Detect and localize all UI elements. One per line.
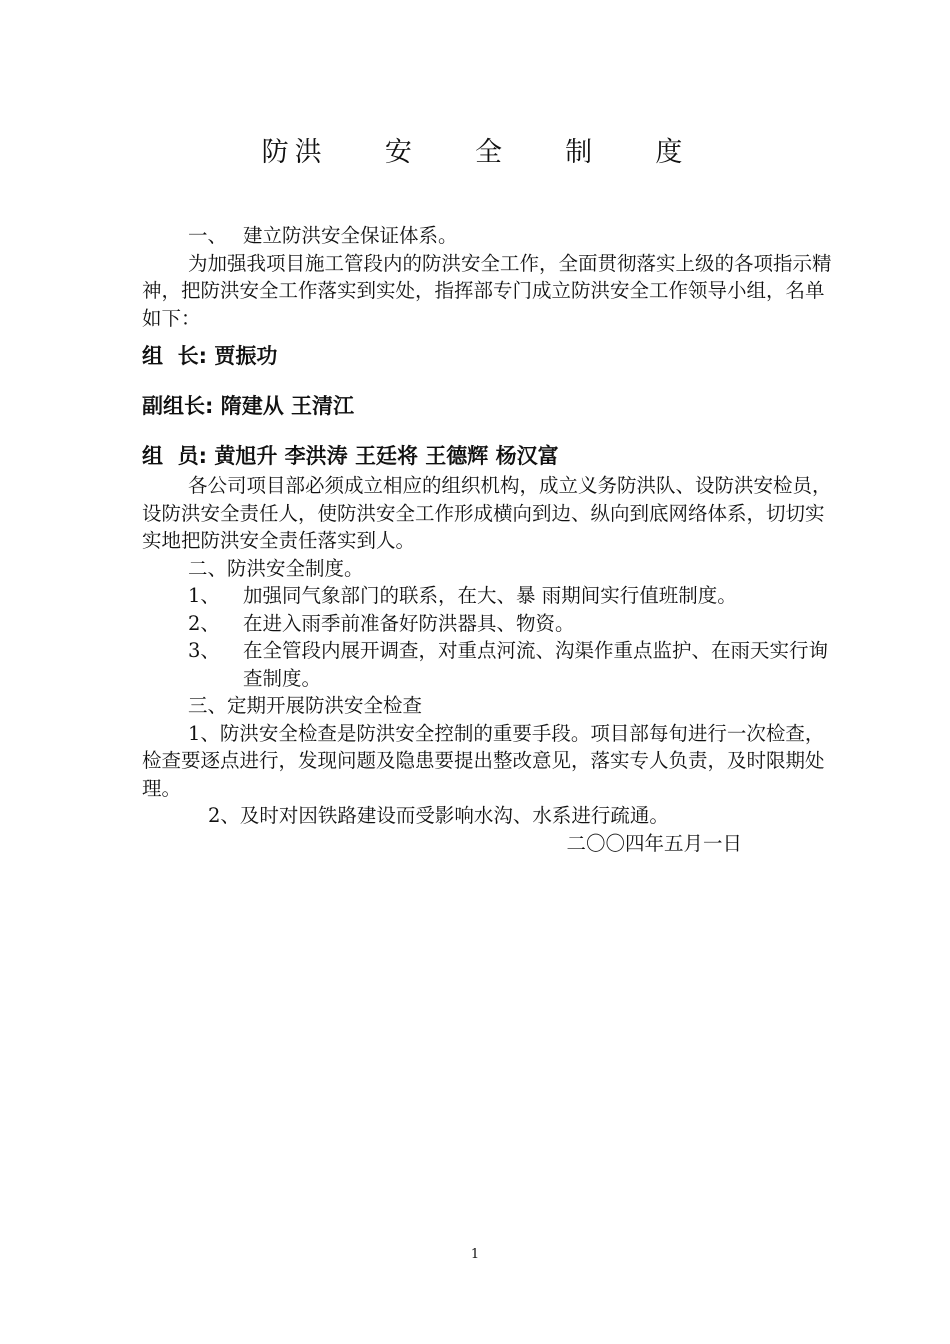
item-number: 1、 bbox=[188, 584, 220, 607]
document-date: 二〇〇四年五月一日 bbox=[566, 831, 742, 855]
section1-heading-number: 一、 bbox=[188, 224, 228, 247]
section1-intro: 为加强我项目施工管段内的防洪安全工作，全面贯彻落实上级的各项指示精神，把防洪安全工作落实到实处，指挥部专门成立防洪安全工作领导小组，名单如下： bbox=[142, 251, 832, 330]
section2-item-3 bbox=[142, 637, 835, 692]
section3-paragraph-1: 1、防洪安全检查是防洪安全控制的重要手段。项目部每旬进行一次检查，检查要逐点进行，发现问题及隐患要提出整改意见，落实专人负责，及时限期处理。 bbox=[142, 721, 825, 800]
section3-paragraph-2: 2、及时对因铁路建设而受影响水沟、水系进行疏通。 bbox=[208, 804, 669, 827]
section1-heading-text: 建立防洪安全保证体系。 bbox=[243, 224, 458, 247]
page-number: 1 bbox=[470, 1247, 480, 1262]
deputy-leader-line: 副组长: 隋建从 王清江 bbox=[142, 394, 355, 418]
item-text: 在全管段内展开调查，对重点河流、沟渠作重点监护、在雨天实行询查制度。 bbox=[243, 639, 829, 690]
section2-item-1 bbox=[142, 582, 835, 610]
members-line: 组 员: 黄旭升 李洪涛 王廷将 王德辉 杨汉富 bbox=[142, 444, 559, 468]
section1-heading bbox=[142, 222, 835, 250]
section3-heading: 三、定期开展防洪安全检查 bbox=[188, 694, 423, 717]
item-text: 在进入雨季前准备好防洪器具、物资。 bbox=[243, 611, 575, 635]
item-number: 2、 bbox=[188, 611, 220, 635]
document-body bbox=[142, 222, 835, 857]
item-text: 加强同气象部门的联系，在大、暴 雨期间实行值班制度。 bbox=[243, 584, 737, 607]
document-title: 防洪 安 全 制 度 bbox=[261, 137, 689, 168]
leader-line: 组 长: 贾振功 bbox=[142, 344, 278, 368]
item-number: 3、 bbox=[188, 639, 220, 662]
organization-paragraph: 各公司项目部必须成立相应的组织机构，成立义务防洪队、设防洪安检员，设防洪安全责任人，使防洪安全工作形成横向到边、纵向到底网络体系，切切实实地把防洪安全责任落实到人。 bbox=[142, 474, 832, 552]
section2-heading: 二、防洪安全制度。 bbox=[188, 556, 364, 580]
section2-item-2 bbox=[142, 610, 835, 638]
